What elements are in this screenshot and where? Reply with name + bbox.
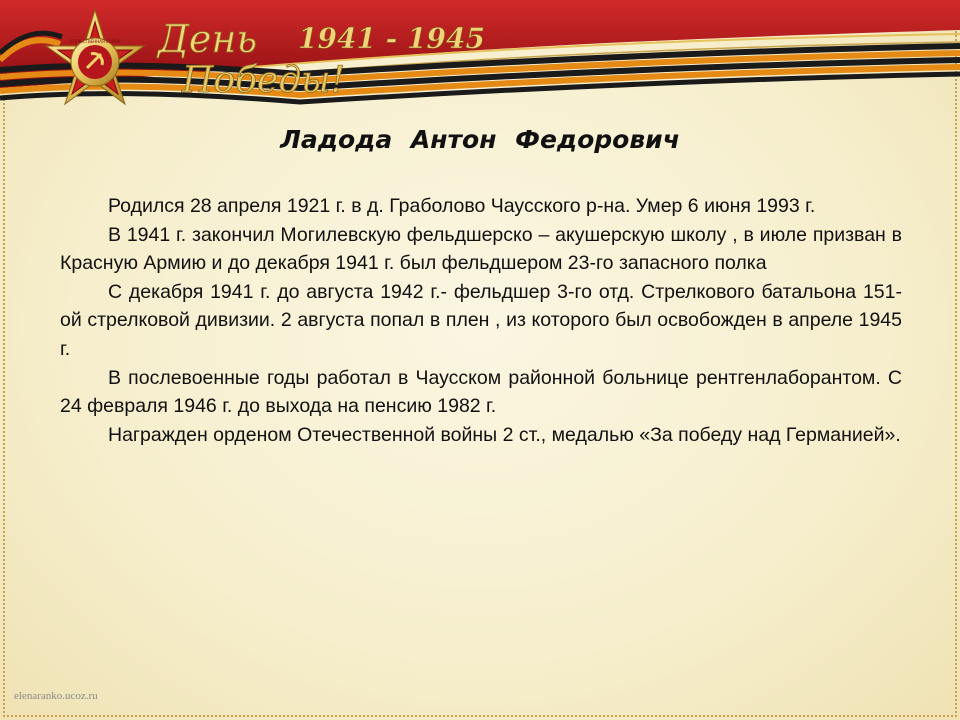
paragraph-postwar: В послевоенные годы работал в Чаусском районной больнице рентгенлаборантом. С 24 февраля 1946 г. до выхода на пенсию 1982 г. (60, 366, 902, 418)
paragraph-war-service: С декабря 1941 г. до августа 1942 г.- фельдшер 3-го отд. Стрелкового батальона 151-ой стрелковой дивизии. 2 августа попал в плен , из которого был освобожден в апреле 1945 г. (60, 280, 902, 360)
biography-text (60, 192, 902, 449)
banner-title-line2: Победы! (182, 60, 345, 101)
paragraph-awards: Награжден орденом Отечественной войны 2 ст., медалью «За победу над Германией». (108, 423, 901, 446)
paragraph-birth: Родился 28 апреля 1921 г. в д. Граболово Чаусского р-на. Умер 6 июня 1993 г. (108, 195, 816, 217)
site-watermark: elenaranko.ucoz.ru (14, 690, 98, 702)
banner-years: 1941 - 1945 (298, 22, 485, 55)
header-banner (0, 0, 960, 125)
page-title: Ладода Антон Федорович (280, 125, 680, 154)
paragraph-education: В 1941 г. закончил Могилевскую фельдшерско – акушерскую школу , в июле призван в Красную Армию и до декабря 1941 г. был фельдшером 23-го запасного полка (60, 223, 902, 275)
order-emblem-text: ОТЕЧЕСТВЕННАЯ ВОЙНА (69, 39, 121, 44)
banner-title-line1: День (158, 17, 258, 61)
